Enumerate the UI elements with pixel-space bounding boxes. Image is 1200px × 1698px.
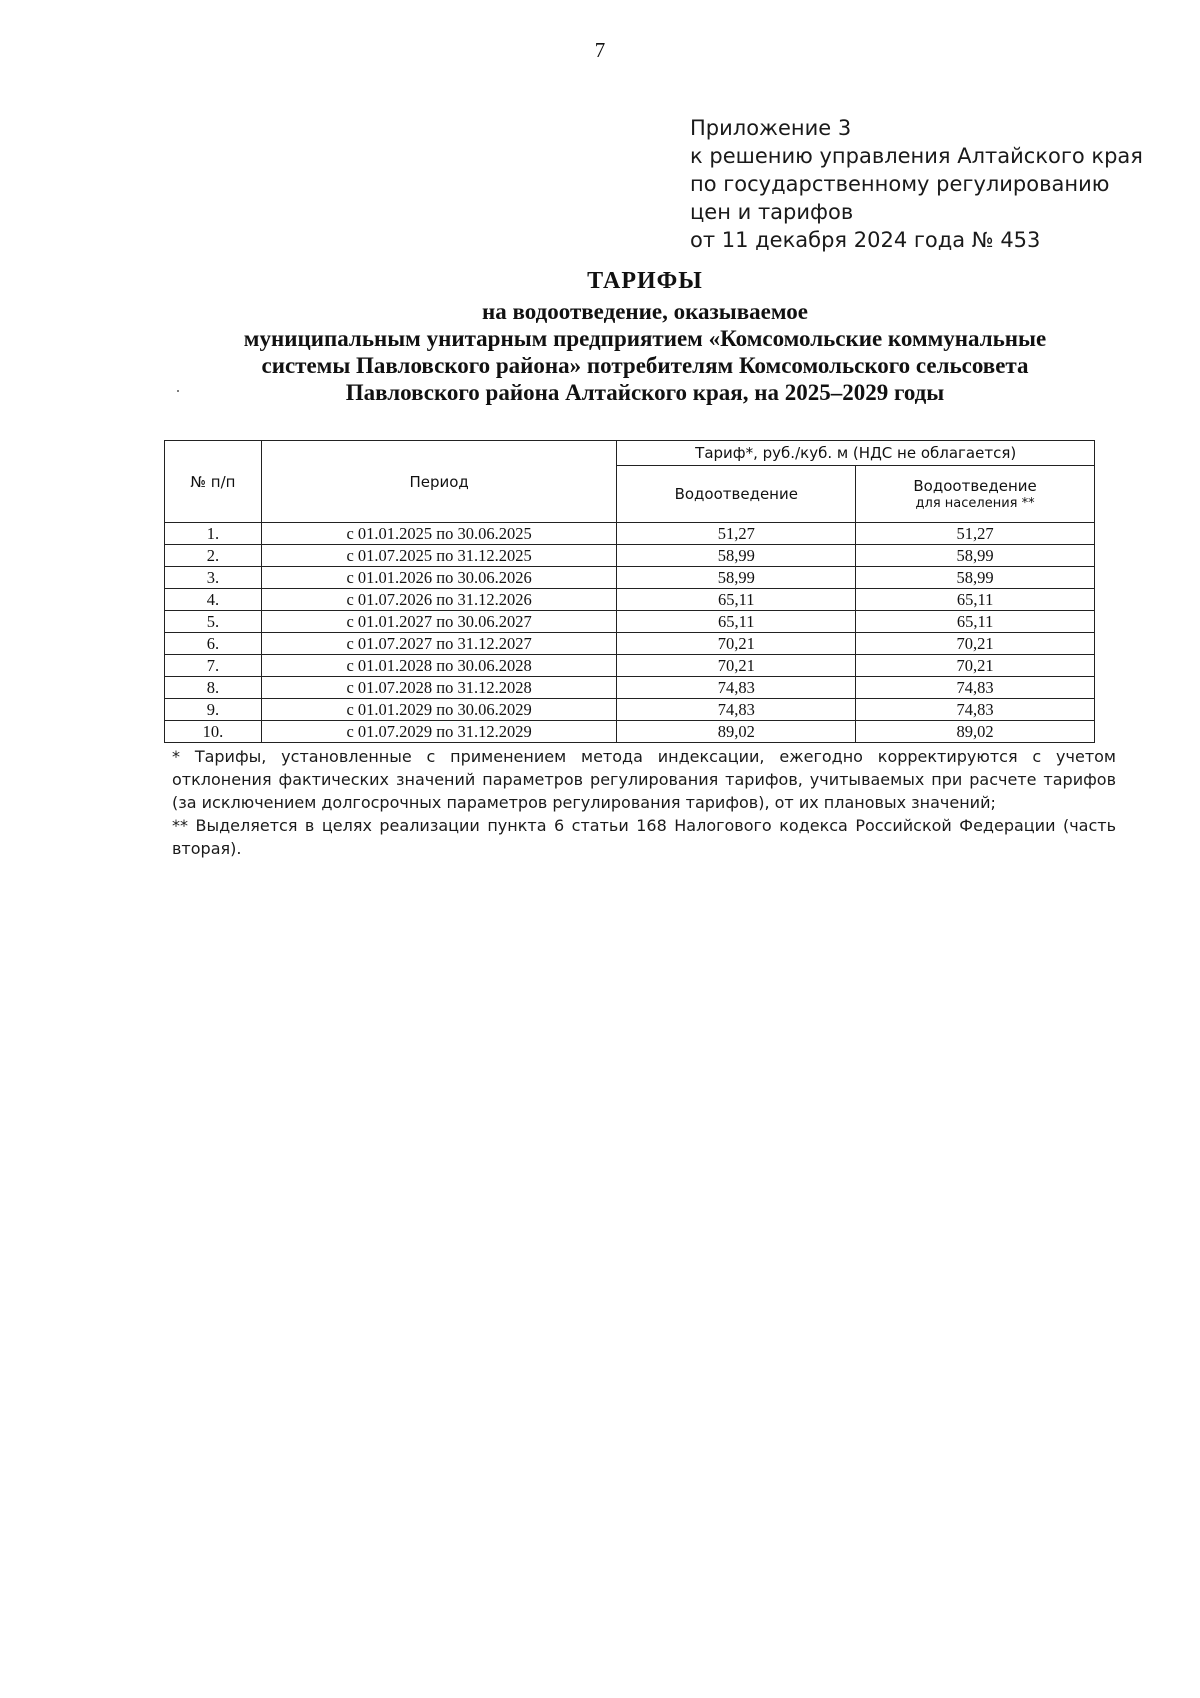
table-row [165, 633, 1095, 655]
table-row [165, 677, 1095, 699]
table-row [165, 567, 1095, 589]
header-population-line2: для населения ** [915, 496, 1035, 511]
heading-line: системы Павловского района» потребителям Комсомольского сельсовета [261, 353, 1029, 378]
row-population: 70,21 [856, 655, 1095, 677]
row-water: 70,21 [617, 633, 856, 655]
row-population: 74,83 [856, 677, 1095, 699]
row-population: 58,99 [856, 545, 1095, 567]
row-water: 65,11 [617, 611, 856, 633]
annex-line: от 11 декабря 2024 года № 453 [690, 228, 1041, 252]
row-num: 10. [165, 721, 262, 743]
footnote-2: ** Выделяется в целях реализации пункта 6 статьи 168 Налогового кодекса Российской Федерации (часть вторая). [172, 816, 1116, 858]
row-population: 51,27 [856, 523, 1095, 545]
row-num: 9. [165, 699, 262, 721]
row-population: 65,11 [856, 589, 1095, 611]
row-water: 51,27 [617, 523, 856, 545]
footnotes [172, 745, 1116, 860]
row-num: 6. [165, 633, 262, 655]
annex-line: Приложение 3 [690, 116, 852, 140]
row-water: 74,83 [617, 699, 856, 721]
row-period: с 01.07.2026 по 31.12.2026 [261, 589, 617, 611]
row-water: 58,99 [617, 567, 856, 589]
table-row [165, 721, 1095, 743]
row-population: 89,02 [856, 721, 1095, 743]
annex-block [690, 114, 1143, 254]
annex-line: по государственному регулированию [690, 172, 1110, 196]
row-period: с 01.01.2026 по 30.06.2026 [261, 567, 617, 589]
row-period: с 01.01.2029 по 30.06.2029 [261, 699, 617, 721]
document-title: ТАРИФЫ [587, 268, 703, 294]
row-period: с 01.07.2028 по 31.12.2028 [261, 677, 617, 699]
header-water: Водоотведение [617, 466, 856, 523]
table-row [165, 655, 1095, 677]
page-number: 7 [594, 38, 606, 62]
row-num: 3. [165, 567, 262, 589]
row-period: с 01.01.2027 по 30.06.2027 [261, 611, 617, 633]
row-water: 58,99 [617, 545, 856, 567]
heading-line: на водоотведение, оказываемое [482, 299, 808, 324]
footnote-1: * Тарифы, установленные с применением метода индексации, ежегодно корректируются с учетом отклонения фактических значений параметров регулирования тарифов, учитываемых при расчете тарифов (за исключением долгосрочных параметров регулирования тарифов), от их плановых значений; [172, 747, 1116, 812]
header-period: Период [261, 441, 617, 523]
row-water: 65,11 [617, 589, 856, 611]
table-row [165, 589, 1095, 611]
row-num: 1. [165, 523, 262, 545]
table-row [165, 611, 1095, 633]
row-period: с 01.07.2025 по 31.12.2025 [261, 545, 617, 567]
header-tariff-group: Тариф*, руб./куб. м (НДС не облагается) [617, 441, 1095, 466]
header-population-line1: Водоотведение [913, 477, 1037, 495]
row-num: 8. [165, 677, 262, 699]
header-population [856, 466, 1095, 523]
document-heading [150, 268, 1140, 406]
row-num: 2. [165, 545, 262, 567]
annex-line: цен и тарифов [690, 200, 854, 224]
row-water: 74,83 [617, 677, 856, 699]
table-row [165, 523, 1095, 545]
row-population: 70,21 [856, 633, 1095, 655]
table-row [165, 545, 1095, 567]
heading-line: Павловского района Алтайского края, на 2025–2029 годы [345, 380, 945, 405]
row-num: 4. [165, 589, 262, 611]
scan-speck [177, 390, 179, 392]
row-water: 89,02 [617, 721, 856, 743]
tariff-table [164, 440, 1095, 743]
row-num: 7. [165, 655, 262, 677]
row-population: 74,83 [856, 699, 1095, 721]
row-period: с 01.01.2025 по 30.06.2025 [261, 523, 617, 545]
table-row [165, 699, 1095, 721]
row-water: 70,21 [617, 655, 856, 677]
annex-line: к решению управления Алтайского края [690, 144, 1143, 168]
row-period: с 01.07.2029 по 31.12.2029 [261, 721, 617, 743]
row-period: с 01.01.2028 по 30.06.2028 [261, 655, 617, 677]
header-num: № п/п [165, 441, 262, 523]
heading-line: муниципальным унитарным предприятием «Комсомольские коммунальные [243, 326, 1047, 351]
row-period: с 01.07.2027 по 31.12.2027 [261, 633, 617, 655]
row-population: 58,99 [856, 567, 1095, 589]
row-num: 5. [165, 611, 262, 633]
row-population: 65,11 [856, 611, 1095, 633]
